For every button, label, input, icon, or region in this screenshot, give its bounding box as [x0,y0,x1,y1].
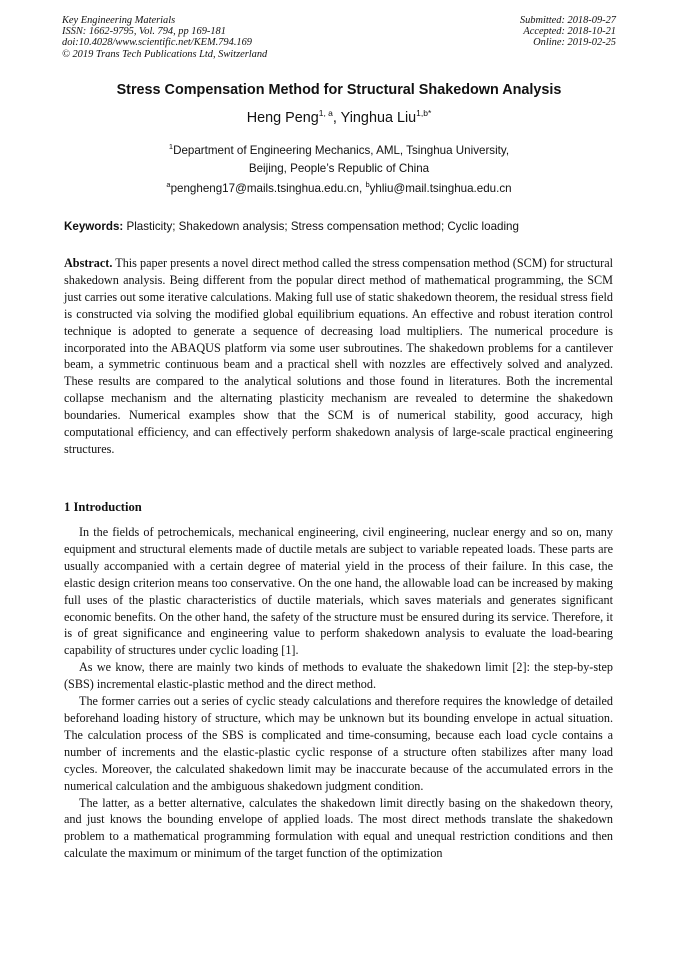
online-date: Online: 2019-02-25 [533,37,616,49]
email-b: yhliu@mail.tsinghua.edu.cn [369,181,512,195]
paragraph: As we know, there are mainly two kinds of methods to evaluate the shakedown limit [2]: the step-by-step (SBS) incremental elastic-plastic method and the direct method. [64,660,613,692]
author-emails [0,180,678,195]
author-2-superscript: 1,b* [416,108,432,118]
abstract-label: Abstract. [64,256,113,270]
journal-copyright: © 2019 Trans Tech Publications Ltd, Switzerland [62,48,268,60]
journal-header-left [62,15,267,60]
section-heading: 1 Introduction [64,500,142,514]
author-line [0,108,678,126]
email-a: pengheng17@mails.tsinghua.edu.cn [170,181,359,195]
email-separator: , [358,181,366,195]
affiliation-text-1: Department of Engineering Mechanics, AML, Tsinghua University, [173,143,510,157]
author-1-name: Heng Peng [246,109,319,126]
paragraph: The latter, as a better alternative, calculates the shakedown limit directly basing on the shakedown theory, and just knows the bounding envelope of applied loads. The most direct methods translate the shakedown problem to a mathematical programming formulation with equal and unequal restriction conditions and then calculate the maximum or minimum of the target function of the optimization [64,795,613,861]
email-b-superscript: b [365,180,370,189]
affiliation-line-2: Beijing, People’s Republic of China [248,161,430,175]
accepted-date: Accepted: 2018-10-21 [523,26,616,38]
paragraph: In the fields of petrochemicals, mechanical engineering, civil engineering, nuclear energy and so on, many equipment and structural elements made of ductile metals are subject to variable repeated loads. These parts are usually accompanied with a certain degree of material yield in the process of their failure. In this case, the elastic design criterion means too conservative. On the one hand, the allowable load can be increased by making full uses of the plastic characteristics of ductile materials, which saves materials and generates significant economic benefits. On the other hand, the safety of the structure must be ensured during its service. Therefore, it is of great significance and engineering value to perform shakedown analysis to evaluate the load-bearing capability of structures under cyclic loading [1]. [64,525,613,658]
abstract [64,255,613,458]
affiliation-superscript: 1 [168,142,174,151]
keywords [64,220,619,233]
author-1-superscript: 1, a [318,108,333,118]
affiliation-line-1 [0,138,678,160]
introduction-body [64,524,613,862]
email-a-superscript: a [166,180,171,189]
author-separator: , [332,109,341,126]
paper-title: Stress Compensation Method for Structural Shakedown Analysis [116,82,562,98]
keywords-label: Keywords: [64,220,124,233]
journal-name: Key Engineering Materials [62,15,176,26]
journal-doi: doi:10.4028/www.scientific.net/KEM.794.169 [62,37,252,49]
journal-header-right [520,15,616,49]
abstract-text: This paper presents a novel direct method called the stress compensation method (SCM) for structural shakedown analysis. Being different from the popular direct method of mathematical programming, the SCM just carries out some iterative calculations. Making full use of static shakedown theorem, the residual stress field is constructed via solving the modified global equilibrium equations. An effective and robust iteration control technique is adopted to generate a sequence of decreasing load multipliers. The numerical procedure is incorporated into the ABAQUS platform via some user subroutines. The shakedown problems for a cantilever beam, a symmetric continuous beam and a practical shell with nozzles are effectively solved and analyzed. These results are compared to the analytical solutions and those found in literatures. Both the incremental collapse mechanism and the alternating plasticity mechanism are revealed to determine the shakedown boundaries. Numerical examples show that the SCM is of numerical stability, good accuracy, high computational efficiency, and can effectively perform shakedown analysis of large-scale practical engineering structures. [64,256,613,456]
journal-issn: ISSN: 1662-9795, Vol. 794, pp 169-181 [62,26,226,38]
author-2-name: Yinghua Liu [340,109,417,126]
keywords-text: Plasticity; Shakedown analysis; Stress compensation method; Cyclic loading [123,220,519,233]
affiliation [0,138,678,178]
paragraph: The former carries out a series of cyclic steady calculations and therefore requires the knowledge of detailed beforehand loading history of structure, which may be unknown but its bounding envelope in actual situation. The calculation process of the SBS is complicated and time-consuming, because each load cycle contains a number of increments and the elastic-plastic cyclic response of a structure often stabilizes after many load cycles. Moreover, the calculated shakedown limit may be inaccurate because of the accumulated errors in the numerical calculation and the ambiguous shakedown judgment condition. [64,694,613,793]
submitted-date: Submitted: 2018-09-27 [519,15,616,26]
